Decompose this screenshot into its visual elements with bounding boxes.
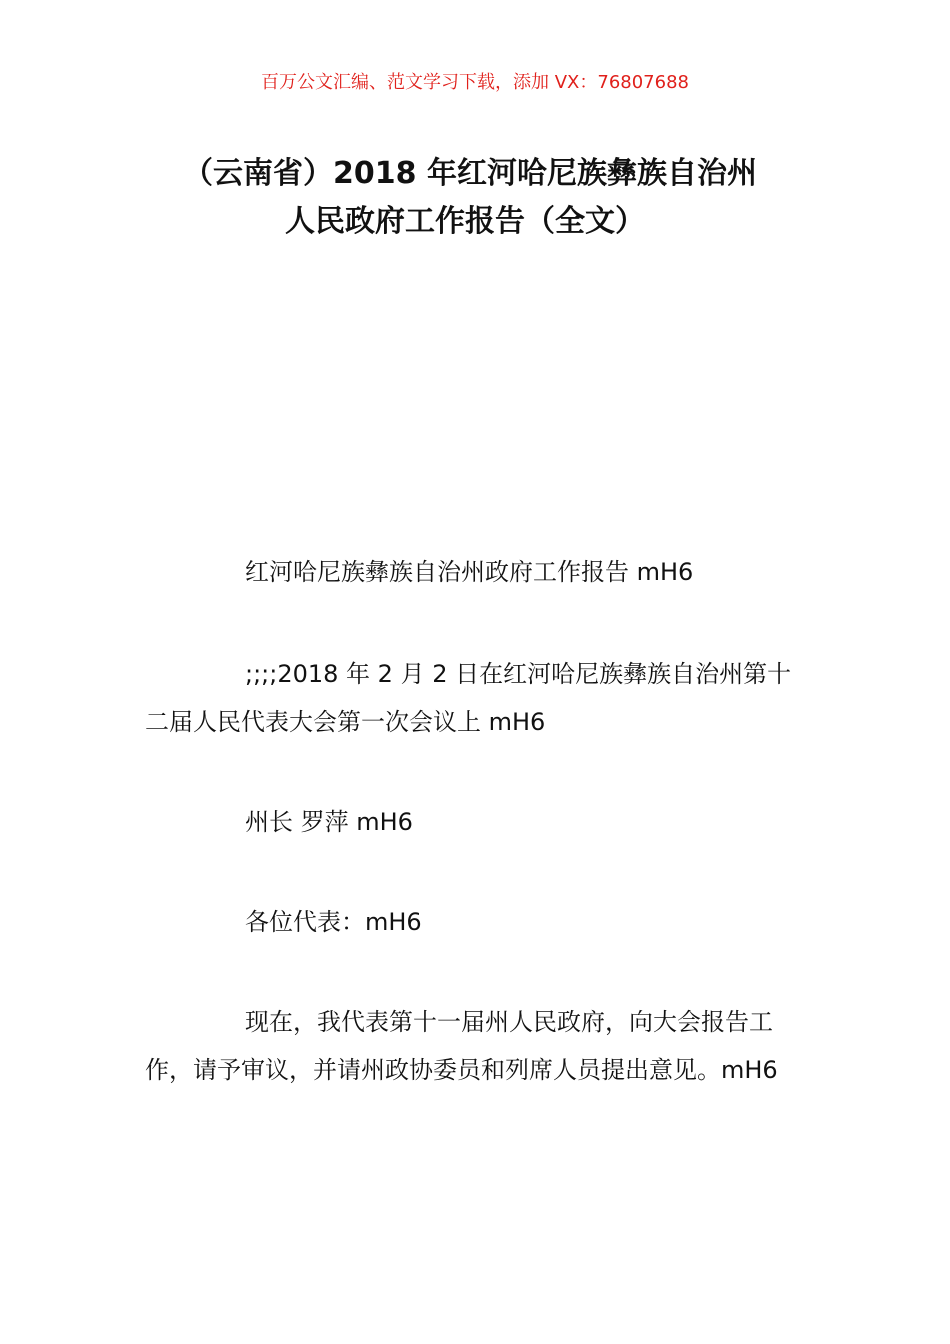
title-line-1: （云南省）2018 年红河哈尼族彝族自治州 [183,156,757,191]
paragraph-report-name: 红河哈尼族彝族自治州政府工作报告 mH6 [245,558,694,586]
paragraph-speaker: 州长 罗萍 mH6 [245,808,413,836]
paragraph-meeting-date: ;;;;2018 年 2 月 2 日在红河哈尼族彝族自治州第十二届人民代表大会第一次会议上 mH6 [145,660,792,736]
title-line-2: 人民政府工作报告（全文） [285,204,645,239]
promo-header-note: 百万公文汇编、范文学习下载，添加 VX：76807688 [261,72,689,93]
paragraph-salutation: 各位代表：mH6 [245,908,422,936]
document-title [0,150,950,246]
paragraph-opening: 现在，我代表第十一届州人民政府，向大会报告工作，请予审议，并请州政协委员和列席人员提出意见。mH6 [145,1008,778,1084]
